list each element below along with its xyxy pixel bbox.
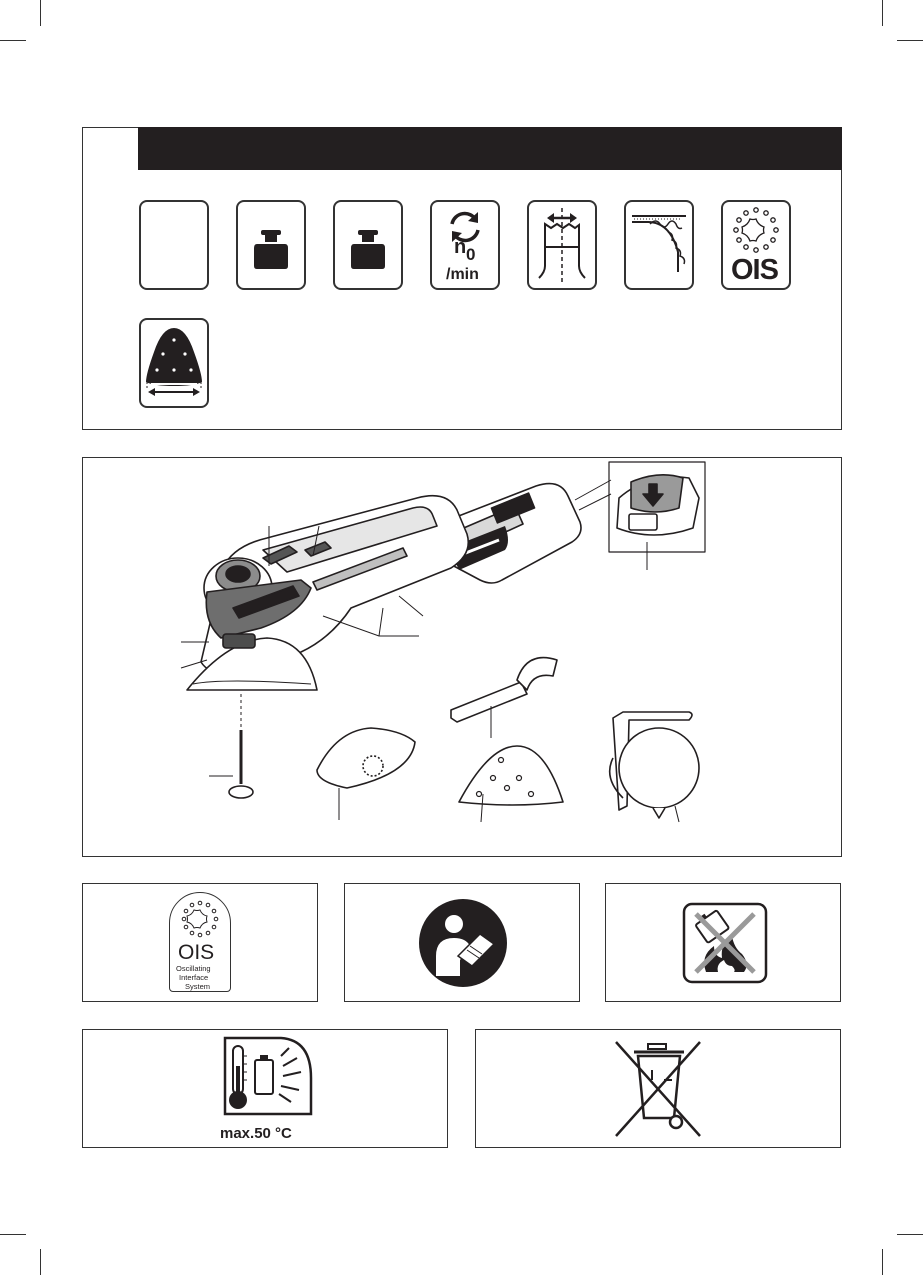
no-battery-fire-icon xyxy=(682,902,768,984)
weee-box xyxy=(475,1029,841,1148)
blank-spec-icon xyxy=(139,200,209,290)
crop-mark xyxy=(0,40,26,41)
weight-icon xyxy=(236,200,306,290)
crop-mark xyxy=(897,40,923,41)
plunge-cut-blade xyxy=(451,682,527,722)
ois-badge-title: OIS xyxy=(178,941,215,964)
crop-mark xyxy=(0,1234,26,1235)
temperature-label: max.50 °C xyxy=(220,1125,292,1142)
spec-panel xyxy=(82,127,842,430)
ois-icon xyxy=(721,200,791,290)
dust-extraction-icon xyxy=(624,200,694,290)
crop-mark xyxy=(897,1234,923,1235)
ois-badge-line3: System xyxy=(185,982,211,991)
ois-label: OIS xyxy=(731,254,778,286)
no-load-speed-icon xyxy=(430,200,500,290)
sanding-pad-size-icon xyxy=(139,318,209,408)
ois-badge-line2: Interface xyxy=(179,973,209,982)
crop-mark xyxy=(882,0,883,26)
ois-badge xyxy=(169,892,231,992)
no-fire-box xyxy=(605,883,841,1002)
sanding-sheet xyxy=(459,746,563,805)
speed-symbol: n xyxy=(454,236,467,258)
ois-badge-line1: Oscillating xyxy=(176,964,211,973)
crop-mark xyxy=(40,0,41,26)
thermometer-icon xyxy=(219,1036,313,1118)
ois-badge-box xyxy=(82,883,318,1002)
read-manual-box xyxy=(344,883,580,1002)
speed-unit: /min xyxy=(446,266,479,283)
segment-saw-blade xyxy=(317,728,415,788)
oscillation-angle-icon xyxy=(527,200,597,290)
tool-illustration-panel xyxy=(82,457,842,857)
temperature-box xyxy=(82,1029,448,1148)
weight-icon xyxy=(333,200,403,290)
spec-header-bar xyxy=(138,127,842,170)
crop-mark xyxy=(882,1249,883,1275)
read-manual-icon xyxy=(418,898,508,988)
crop-mark xyxy=(40,1249,41,1275)
speed-subscript: 0 xyxy=(466,245,476,264)
crossed-bin-icon xyxy=(614,1040,704,1140)
